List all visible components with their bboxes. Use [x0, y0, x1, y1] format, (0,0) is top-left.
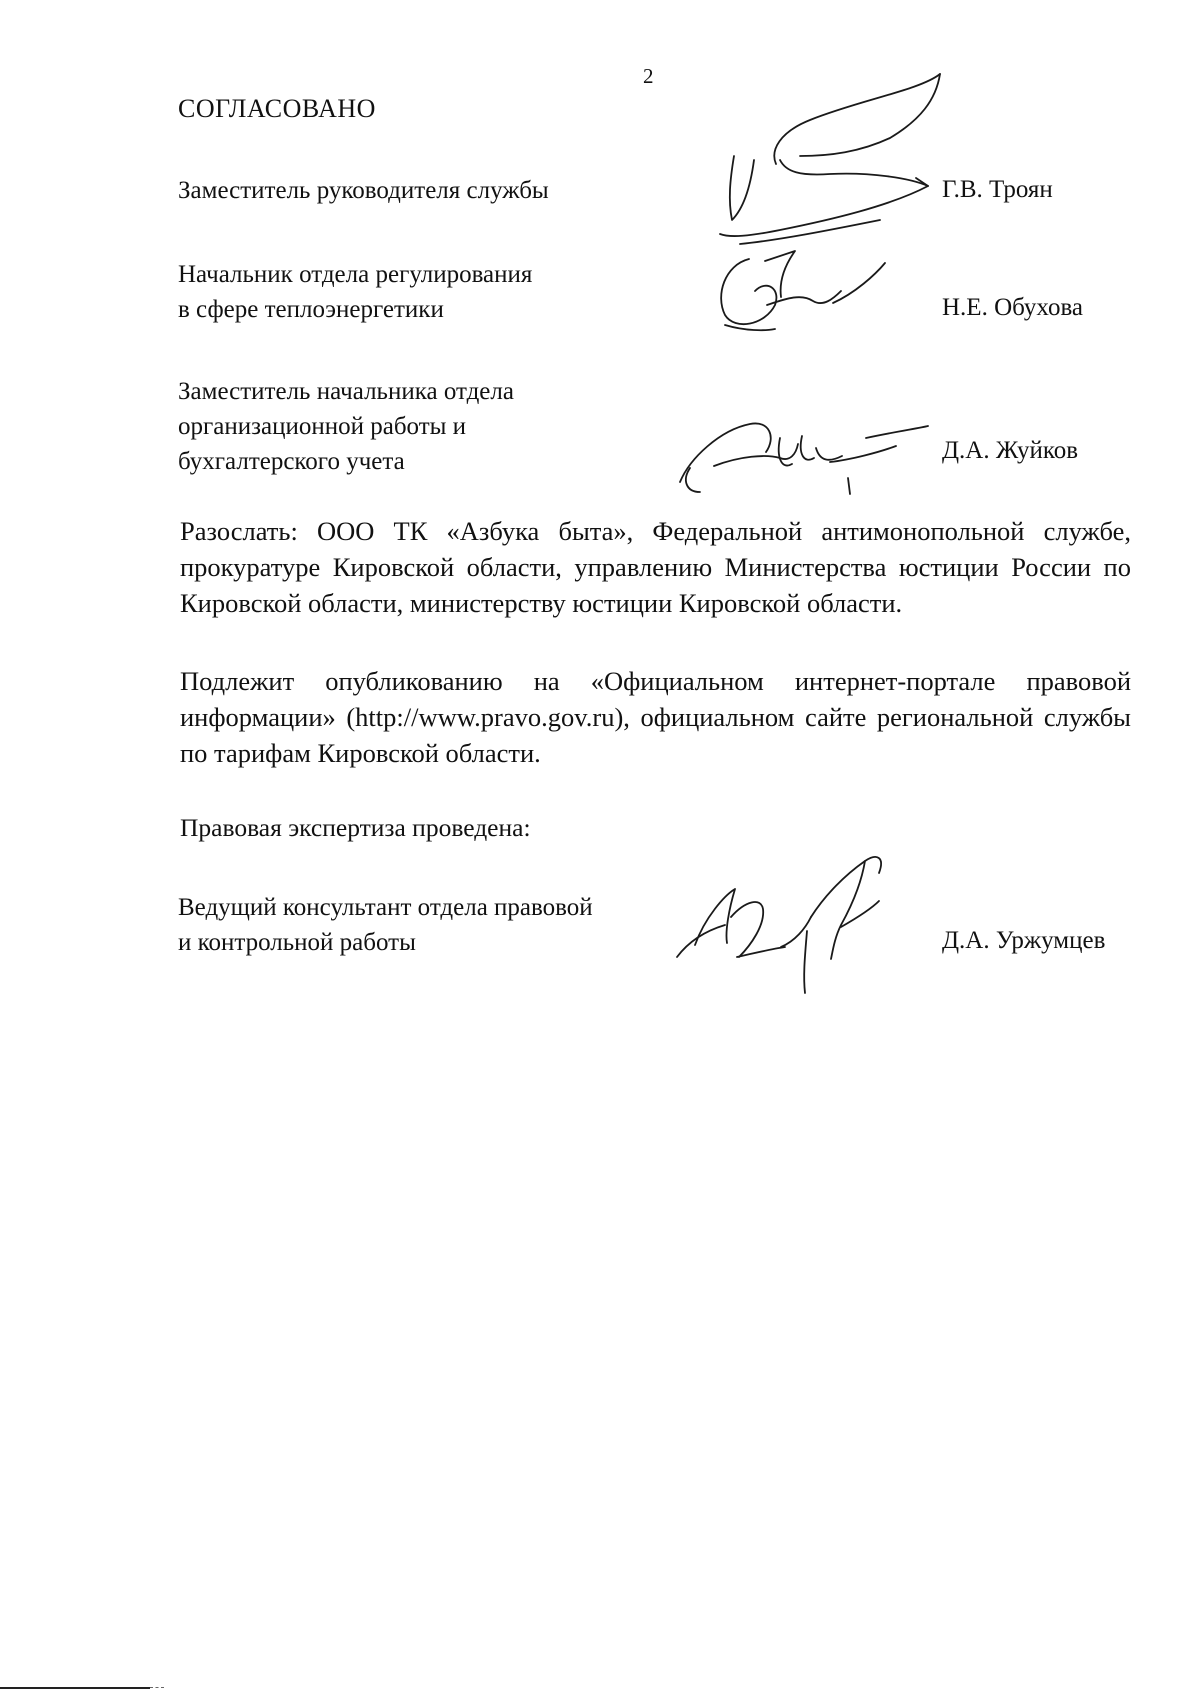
signer-position-1 [178, 173, 549, 208]
signer-position-3 [178, 374, 514, 479]
distribution-paragraph: Разослать: ООО ТК «Азбука быта», Федеральной антимонопольной службе, прокуратуре Кировской области, управлению Министерства юстиции России по Кировской области, министерству юстиции Кировской области. [180, 516, 1131, 618]
legal-reviewer-position [178, 890, 593, 960]
signer-position-3-line-1: Заместитель начальника отдела [178, 378, 514, 405]
legal-reviewer-position-line-2: и контрольной работы [178, 929, 416, 956]
page-number: 2 [643, 64, 654, 88]
signer-position-2-line-2: в сфере теплоэнергетики [178, 296, 444, 323]
legal-reviewer-signature-image [665, 845, 925, 995]
footer-rule [0, 1687, 150, 1689]
approval-heading: СОГЛАСОВАНО [178, 94, 376, 123]
legal-reviewer-name: Д.А. Уржумцев [942, 927, 1106, 954]
signature-3-image [670, 408, 930, 508]
signer-position-2-line-1: Начальник отдела регулирования [178, 261, 533, 288]
footer-rule-tail [150, 1687, 164, 1688]
signature-1-image [690, 60, 950, 260]
signer-name-3: Д.А. Жуйков [942, 437, 1079, 464]
legal-review-heading: Правовая экспертиза проведена: [180, 813, 531, 842]
signer-position-3-line-3: бухгалтерского учета [178, 448, 405, 475]
signer-name-1: Г.В. Троян [942, 176, 1053, 203]
legal-reviewer-position-line-1: Ведущий консультант отдела правовой [178, 894, 593, 921]
publication-paragraph: Подлежит опубликованию на «Официальном интернет-портале правовой информации» (http://www.pravo.gov.ru), официальном сайте региональной службы по тарифам Кировской области. [180, 666, 1131, 768]
signer-name-2: Н.Е. Обухова [942, 294, 1084, 321]
signature-2-image [705, 245, 905, 345]
signer-position-2 [178, 257, 532, 327]
signer-position-3-line-2: организационной работы и [178, 413, 467, 440]
signer-position-1-line-1: Заместитель руководителя службы [178, 177, 549, 204]
